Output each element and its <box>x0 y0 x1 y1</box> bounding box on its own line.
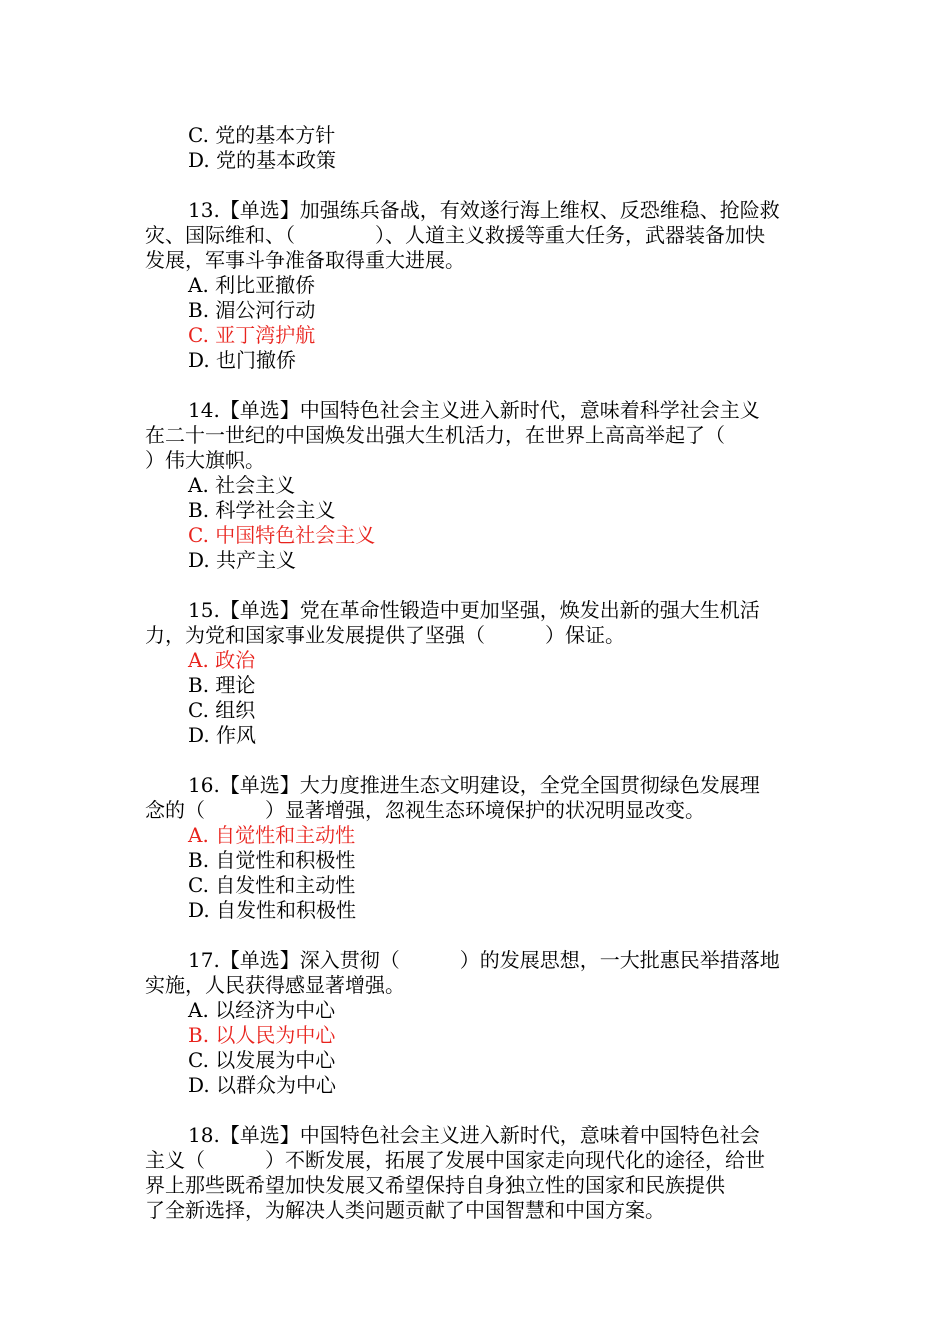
option-d: D. 自发性和积极性 <box>188 898 357 922</box>
question-stem-line: ）伟大旗帜。 <box>145 448 265 472</box>
option-a-correct: A. 自觉性和主动性 <box>188 823 356 847</box>
option-c: C. 党的基本方针 <box>188 123 336 147</box>
question-stem-line: 念的（ ）显著增强，忽视生态环境保护的状况明显改变。 <box>145 798 705 822</box>
question-stem-line: 13.【单选】加强练兵备战，有效遂行海上维权、反恐维稳、抢险救 <box>188 198 780 222</box>
question-stem-line: 14.【单选】中国特色社会主义进入新时代，意味着科学社会主义 <box>188 398 760 422</box>
option-d: D. 党的基本政策 <box>188 148 337 172</box>
question-stem-line: 主义（ ）不断发展，拓展了发展中国家走向现代化的途径，给世 <box>145 1148 765 1172</box>
option-c: C. 自发性和主动性 <box>188 873 356 897</box>
option-a-correct: A. 政治 <box>188 648 256 672</box>
question-17 <box>145 948 810 1098</box>
question-13 <box>145 198 810 373</box>
option-d: D. 以群众为中心 <box>188 1073 337 1097</box>
question-stem-line: 界上那些既希望加快发展又希望保持自身独立性的国家和民族提供 <box>145 1173 725 1197</box>
question-stem-line: 18.【单选】中国特色社会主义进入新时代，意味着中国特色社会 <box>188 1123 760 1147</box>
document-page <box>145 123 810 1223</box>
option-c: C. 以发展为中心 <box>188 1048 336 1072</box>
question-stem-line: 17.【单选】深入贯彻（ ）的发展思想，一大批惠民举措落地 <box>188 948 780 972</box>
option-b: B. 自觉性和积极性 <box>188 848 356 872</box>
option-b: B. 湄公河行动 <box>188 298 316 322</box>
question-stem-line: 发展，军事斗争准备取得重大进展。 <box>145 248 465 272</box>
question-14 <box>145 398 810 573</box>
option-c-correct: C. 亚丁湾护航 <box>188 323 316 347</box>
option-c: C. 组织 <box>188 698 256 722</box>
option-b-correct: B. 以人民为中心 <box>188 1023 336 1047</box>
question-stem-line: 16.【单选】大力度推进生态文明建设，全党全国贯彻绿色发展理 <box>188 773 760 797</box>
option-a: A. 以经济为中心 <box>188 998 336 1022</box>
question-stem-line: 力，为党和国家事业发展提供了坚强（ ）保证。 <box>145 623 625 647</box>
question-stem-line: 灾、国际维和、（ ）、人道主义救援等重大任务，武器装备加快 <box>145 223 765 247</box>
option-b: B. 理论 <box>188 673 256 697</box>
question-stem-line: 15.【单选】党在革命性锻造中更加坚强，焕发出新的强大生机活 <box>188 598 760 622</box>
question-stem-line: 了全新选择，为解决人类问题贡献了中国智慧和中国方案。 <box>145 1198 665 1222</box>
option-d: D. 作风 <box>188 723 257 747</box>
option-d: D. 共产主义 <box>188 548 297 572</box>
question-16 <box>145 773 810 923</box>
option-a: A. 利比亚撤侨 <box>188 273 316 297</box>
option-c-correct: C. 中国特色社会主义 <box>188 523 376 547</box>
question-15 <box>145 598 810 748</box>
question-stem-line: 实施，人民获得感显著增强。 <box>145 973 405 997</box>
option-b: B. 科学社会主义 <box>188 498 336 522</box>
option-a: A. 社会主义 <box>188 473 296 497</box>
previous-question-options <box>145 123 810 173</box>
question-stem-line: 在二十一世纪的中国焕发出强大生机活力，在世界上高高举起了（ <box>145 423 725 447</box>
option-d: D. 也门撤侨 <box>188 348 297 372</box>
question-18 <box>145 1123 810 1223</box>
